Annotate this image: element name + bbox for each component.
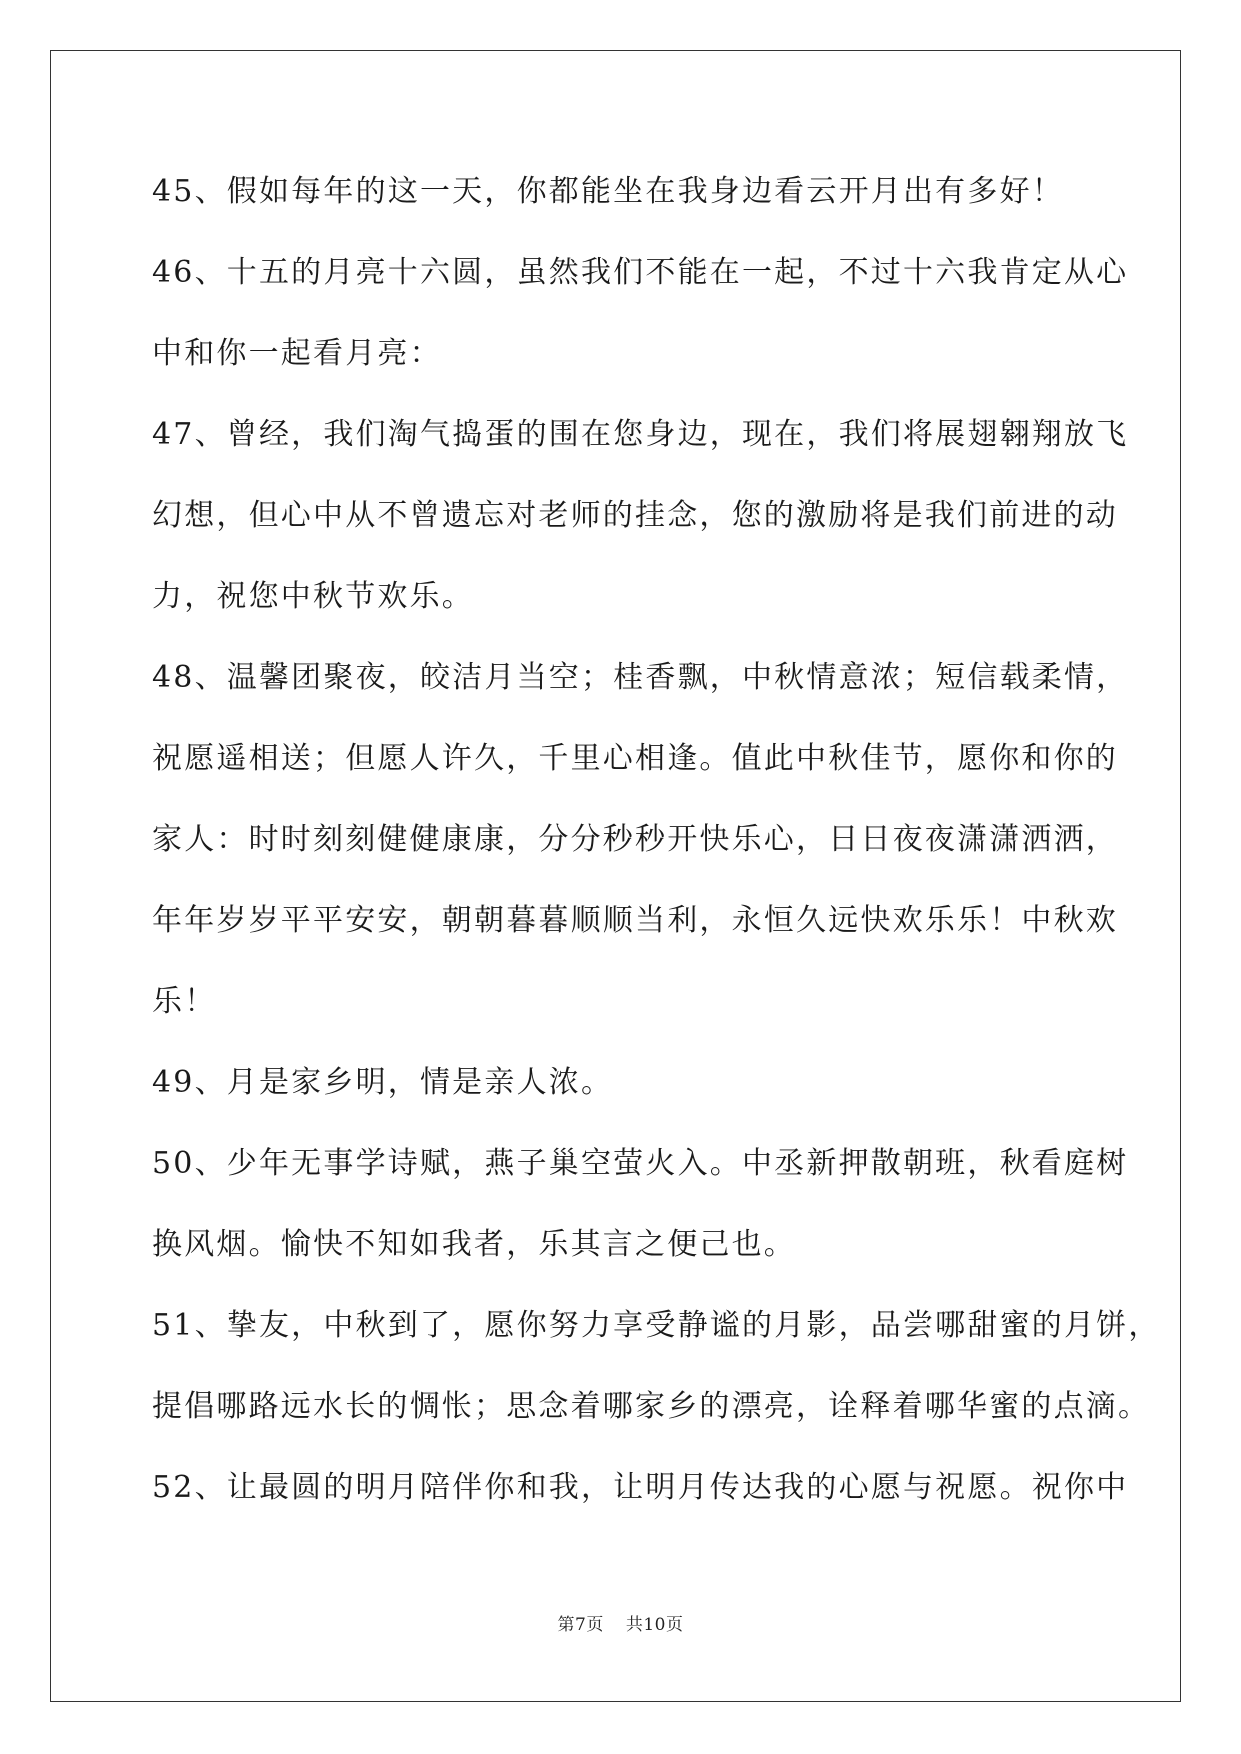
text-line: 祝愿遥相送；但愿人许久，千里心相逢。值此中秋佳节，愿你和你的 (152, 741, 1118, 776)
page-footer (0, 1610, 1241, 1635)
page-total: 共10页 (625, 1615, 684, 1635)
text-line: 51、挚友，中秋到了，愿你努力享受静谧的月影，品尝哪甜蜜的月饼， (152, 1308, 1161, 1343)
text-line: 48、温馨团聚夜，皎洁月当空；桂香飘，中秋情意浓；短信载柔情， (152, 660, 1129, 695)
text-line: 47、曾经，我们淘气捣蛋的围在您身边，现在，我们将展翅翱翔放飞 (152, 417, 1129, 452)
page-current: 第7页 (557, 1615, 604, 1635)
text-line: 乐！ (152, 984, 217, 1019)
text-line: 力，祝您中秋节欢乐。 (152, 579, 474, 614)
text-line: 52、让最圆的明月陪伴你和我，让明月传达我的心愿与祝愿。祝你中 (152, 1470, 1129, 1505)
text-line: 45、假如每年的这一天，你都能坐在我身边看云开月出有多好！ (152, 174, 1064, 209)
text-line: 年年岁岁平平安安，朝朝暮暮顺顺当利，永恒久远快欢乐乐！中秋欢 (152, 903, 1118, 938)
text-line: 50、少年无事学诗赋，燕子巢空萤火入。中丞新押散朝班，秋看庭树 (152, 1146, 1129, 1181)
text-line: 提倡哪路远水长的惆怅；思念着哪家乡的漂亮，诠释着哪华蜜的点滴。 (152, 1389, 1151, 1424)
text-line: 49、月是家乡明，情是亲人浓。 (152, 1065, 614, 1100)
text-line: 中和你一起看月亮： (152, 336, 442, 371)
document-body (152, 162, 1161, 1539)
text-line: 幻想，但心中从不曾遗忘对老师的挂念，您的激励将是我们前进的动 (152, 498, 1118, 533)
text-line: 46、十五的月亮十六圆，虽然我们不能在一起，不过十六我肯定从心 (152, 255, 1129, 290)
text-line: 换风烟。愉快不知如我者，乐其言之便己也。 (152, 1227, 796, 1262)
text-line: 家人：时时刻刻健健康康，分分秒秒开快乐心，日日夜夜潇潇洒洒， (152, 822, 1118, 857)
